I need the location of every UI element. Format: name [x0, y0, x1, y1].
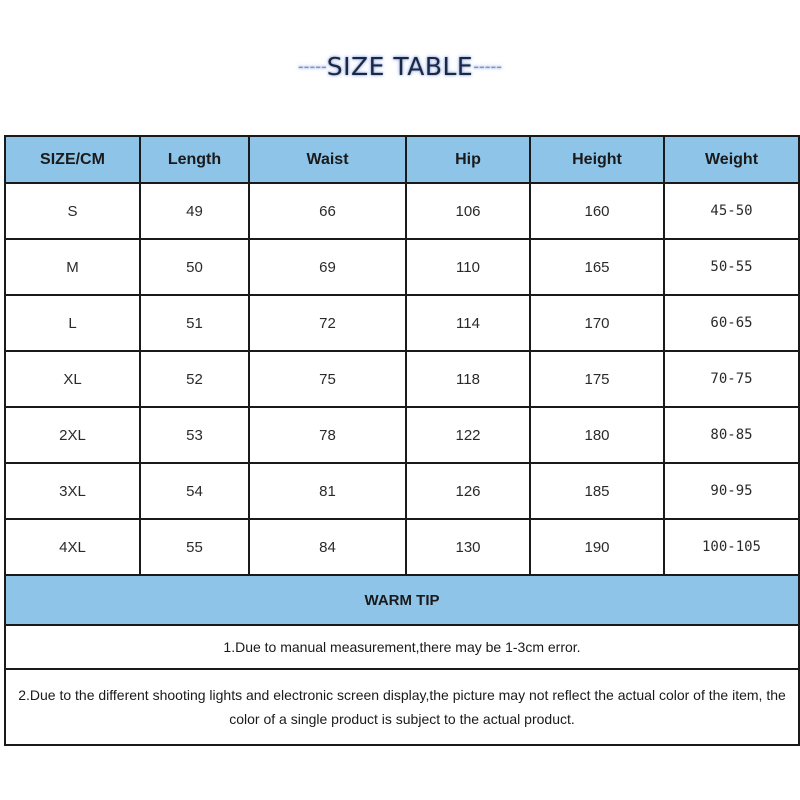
- cell-hip: 126: [406, 463, 530, 519]
- table-row: [5, 351, 799, 407]
- title-text: SIZE TABLE: [326, 52, 474, 81]
- cell-hip: 130: [406, 519, 530, 575]
- cell-height: 175: [530, 351, 664, 407]
- table-row: [5, 463, 799, 519]
- cell-length: 49: [140, 183, 249, 239]
- cell-length: 50: [140, 239, 249, 295]
- warm-tip-2: 2.Due to the different shooting lights and electronic screen display,the picture may not reflect the actual color of the item, the color of a single product is subject to the actual product.: [5, 669, 799, 745]
- cell-length: 55: [140, 519, 249, 575]
- warm-tip-row: [5, 625, 799, 669]
- cell-size: XL: [5, 351, 140, 407]
- column-header-hip: Hip: [406, 136, 530, 183]
- column-header-height: Height: [530, 136, 664, 183]
- cell-size: L: [5, 295, 140, 351]
- cell-height: 160: [530, 183, 664, 239]
- cell-waist: 69: [249, 239, 406, 295]
- cell-size: M: [5, 239, 140, 295]
- column-header-weight: Weight: [664, 136, 799, 183]
- title-left-dashes: -----: [297, 57, 327, 76]
- cell-waist: 66: [249, 183, 406, 239]
- warm-tip-row: [5, 669, 799, 745]
- cell-weight: 45-50: [664, 183, 799, 239]
- cell-length: 54: [140, 463, 249, 519]
- cell-height: 180: [530, 407, 664, 463]
- cell-weight: 90-95: [664, 463, 799, 519]
- cell-waist: 81: [249, 463, 406, 519]
- cell-length: 53: [140, 407, 249, 463]
- cell-height: 190: [530, 519, 664, 575]
- cell-weight: 50-55: [664, 239, 799, 295]
- page-title: [0, 52, 800, 81]
- cell-hip: 106: [406, 183, 530, 239]
- cell-waist: 84: [249, 519, 406, 575]
- table-row: [5, 407, 799, 463]
- cell-weight: 80-85: [664, 407, 799, 463]
- cell-hip: 110: [406, 239, 530, 295]
- size-table: [4, 135, 800, 746]
- cell-weight: 60-65: [664, 295, 799, 351]
- cell-height: 170: [530, 295, 664, 351]
- cell-weight: 70-75: [664, 351, 799, 407]
- cell-weight: 100-105: [664, 519, 799, 575]
- cell-size: 2XL: [5, 407, 140, 463]
- cell-hip: 122: [406, 407, 530, 463]
- table-row: [5, 295, 799, 351]
- title-right-dashes: -----: [473, 57, 503, 76]
- warm-tip-header-row: [5, 575, 799, 625]
- warm-tip-1: 1.Due to manual measurement,there may be 1-3cm error.: [5, 625, 799, 669]
- table-row: [5, 183, 799, 239]
- table-row: [5, 239, 799, 295]
- warm-tip-heading: WARM TIP: [5, 575, 799, 625]
- cell-hip: 118: [406, 351, 530, 407]
- column-header-size: SIZE/CM: [5, 136, 140, 183]
- column-header-length: Length: [140, 136, 249, 183]
- cell-waist: 72: [249, 295, 406, 351]
- table-header-row: [5, 136, 799, 183]
- cell-size: S: [5, 183, 140, 239]
- cell-height: 165: [530, 239, 664, 295]
- cell-waist: 75: [249, 351, 406, 407]
- table-row: [5, 519, 799, 575]
- cell-waist: 78: [249, 407, 406, 463]
- cell-length: 51: [140, 295, 249, 351]
- cell-height: 185: [530, 463, 664, 519]
- cell-length: 52: [140, 351, 249, 407]
- column-header-waist: Waist: [249, 136, 406, 183]
- cell-size: 4XL: [5, 519, 140, 575]
- cell-hip: 114: [406, 295, 530, 351]
- cell-size: 3XL: [5, 463, 140, 519]
